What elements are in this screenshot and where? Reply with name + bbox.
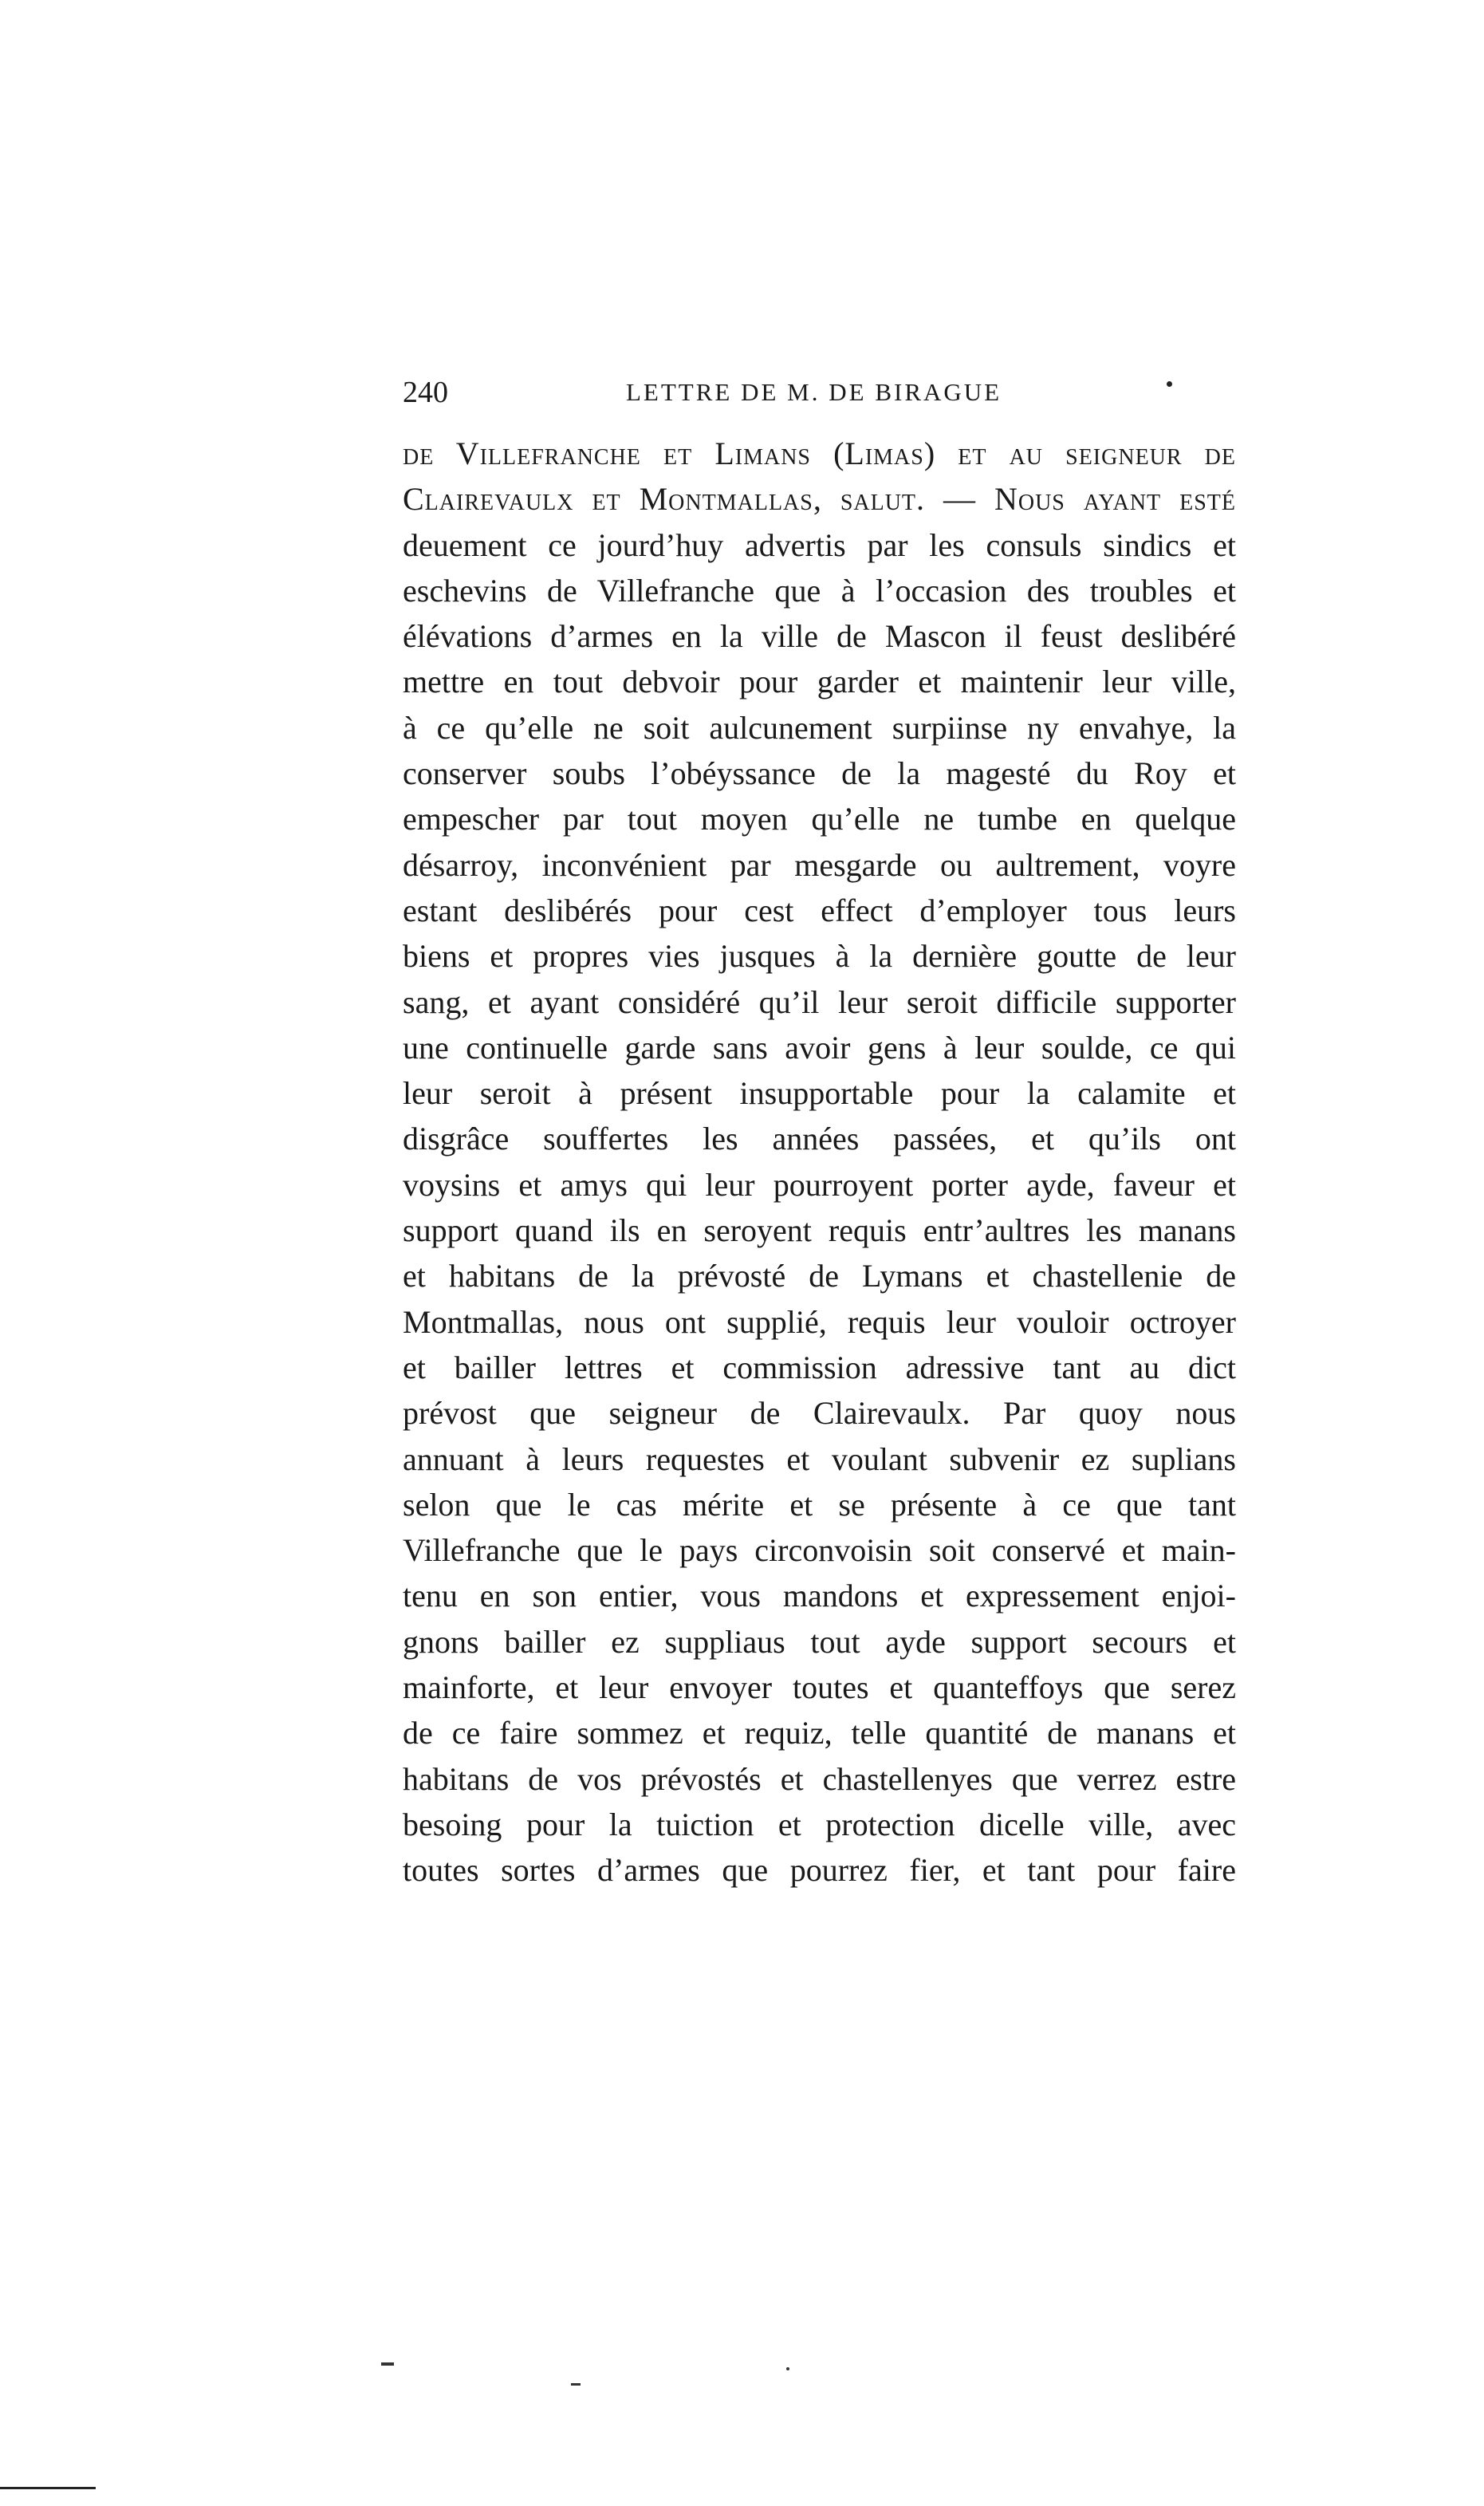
page-number: 240 xyxy=(403,376,448,409)
text-line: de ce faire sommez et requiz, telle quantité de manans et xyxy=(403,1715,1236,1751)
text-line: à ce qu’elle ne soit aulcunement surpiinse ny envahye, la xyxy=(403,709,1236,746)
text-line: Villefranche que le pays circonvoisin soit conservé et main- xyxy=(403,1532,1236,1569)
text-line: Montmallas, nous ont supplié, requis leur vouloir octroyer xyxy=(403,1303,1236,1340)
text-line: toutes sortes d’armes que pourrez fier, et tant pour faire xyxy=(403,1852,1236,1889)
body-text xyxy=(403,431,1236,1893)
text-line: mainforte, et leur envoyer toutes et quanteffoys que serez xyxy=(403,1669,1236,1706)
print-speck xyxy=(786,2367,789,2370)
print-speck xyxy=(571,2383,581,2386)
text-line: estant deslibérés pour cest effect d’employer tous leurs xyxy=(403,892,1236,928)
text-line: et bailler lettres et commission adressive tant au dict xyxy=(403,1349,1236,1385)
text-line: eschevins de Villefranche que à l’occasion des troubles et xyxy=(403,572,1236,609)
text-line: habitans de vos prévostés et chastellenyes que verrez estre xyxy=(403,1760,1236,1797)
text-line: support quand ils en seroyent requis entr’aultres les manans xyxy=(403,1212,1236,1249)
text-line: une continuelle garde sans avoir gens à leur soulde, ce qui xyxy=(403,1029,1236,1066)
running-head xyxy=(403,368,1236,416)
text-line: disgrâce souffertes les années passées, et qu’ils ont xyxy=(403,1121,1236,1157)
text-line: Clairevaulx et Montmallas, salut. — Nous ayant esté xyxy=(403,481,1236,518)
text-line: voysins et amys qui leur pourroyent porter ayde, faveur et xyxy=(403,1166,1236,1203)
text-line: tenu en son entier, vous mandons et expressement enjoi- xyxy=(403,1578,1236,1614)
text-line: selon que le cas mérite et se présente à ce que tant xyxy=(403,1486,1236,1523)
text-line: sang, et ayant considéré qu’il leur seroit difficile supporter xyxy=(403,983,1236,1020)
text-line: de Villefranche et Limans (Limas) et au seigneur de xyxy=(403,435,1236,471)
text-line: mettre en tout debvoir pour garder et maintenir leur ville, xyxy=(403,664,1236,700)
text-line: conserver soubs l’obéyssance de la magesté du Roy et xyxy=(403,755,1236,792)
text-line: besoing pour la tuiction et protection dicelle ville, avec xyxy=(403,1806,1236,1842)
print-speck xyxy=(381,2362,394,2366)
text-line: biens et propres vies jusques à la dernière goutte de leur xyxy=(403,938,1236,975)
scan-edge-rule xyxy=(0,2487,96,2489)
text-line: leur seroit à présent insupportable pour la calamite et xyxy=(403,1075,1236,1112)
text-line: désarroy, inconvénient par mesgarde ou aultrement, voyre xyxy=(403,846,1236,883)
text-line: gnons bailler ez suppliaus tout ayde support secours et xyxy=(403,1623,1236,1660)
print-speck xyxy=(1167,381,1172,387)
text-line: élévations d’armes en la ville de Mascon il feust deslibéré xyxy=(403,618,1236,655)
running-title: LETTRE DE M. DE BIRAGUE xyxy=(626,378,1002,406)
text-line: annuant à leurs requestes et voulant subvenir ez suplians xyxy=(403,1440,1236,1477)
text-line: empescher par tout moyen qu’elle ne tumbe en quelque xyxy=(403,801,1236,837)
text-line: deuement ce jourd’huy advertis par les consuls sindics et xyxy=(403,526,1236,563)
text-line: prévost que seigneur de Clairevaulx. Par quoy nous xyxy=(403,1395,1236,1432)
text-line: et habitans de la prévosté de Lymans et chastellenie de xyxy=(403,1258,1236,1294)
